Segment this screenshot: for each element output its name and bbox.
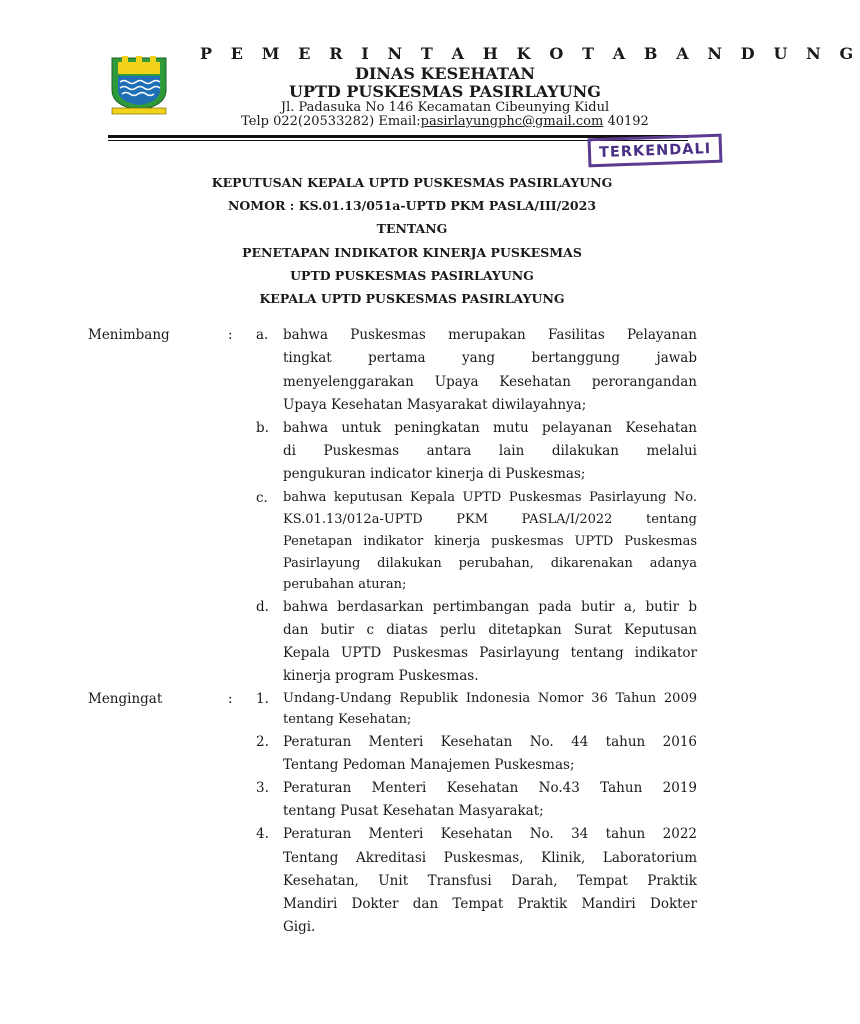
list-marker: d. <box>256 599 269 615</box>
clause-line: di Puskesmas antara lain dilakukan melalui <box>283 443 697 459</box>
decree-number: NOMOR : KS.01.13/051a-UPTD PKM PASLA/III/2023 <box>227 198 597 213</box>
contact-prefix: Telp 022(20533282) Email: <box>241 114 421 129</box>
clause-line: perubahan aturan; <box>283 577 407 592</box>
decree-about: TENTANG <box>376 221 448 236</box>
menimbang-label: Menimbang <box>88 327 170 343</box>
clause-line: bahwa untuk peningkatan mutu pelayanan Kesehatan <box>283 420 697 436</box>
clause-line: tingkat pertama yang bertanggung jawab <box>283 350 697 366</box>
mengingat-colon: : <box>228 691 233 707</box>
list-marker: 3. <box>256 780 269 796</box>
decree-issuer: KEPALA UPTD PUSKESMAS PASIRLAYUNG <box>259 291 565 306</box>
clause-line: Kesehatan, Unit Transfusi Darah, Tempat Praktik <box>283 873 697 889</box>
clause-line: Peraturan Menteri Kesehatan No. 44 tahun 2016 <box>283 734 697 750</box>
emblem-svg <box>108 50 170 116</box>
letterhead-department: DINAS KESEHATAN <box>354 64 536 83</box>
clause-line: Gigi. <box>283 919 316 935</box>
clause-line: tentang Pusat Kesehatan Masyarakat; <box>283 803 544 819</box>
postal-code: 40192 <box>603 114 649 129</box>
list-marker: 4. <box>256 826 269 842</box>
clause-line: Undang-Undang Republik Indonesia Nomor 36 Tahun 2009 <box>283 691 697 706</box>
clause-line: Peraturan Menteri Kesehatan No. 34 tahun 2022 <box>283 826 697 842</box>
bandung-city-emblem-icon <box>108 50 170 116</box>
clause-line: dan butir c diatas perlu ditetapkan Surat Keputusan <box>283 622 697 638</box>
controlled-stamp: TERKENDALI <box>588 134 723 168</box>
mengingat-label: Mengingat <box>88 691 163 707</box>
clause-line: bahwa Puskesmas merupakan Fasilitas Pelayanan <box>283 327 697 343</box>
letterhead-unit: UPTD PUSKESMAS PASIRLAYUNG <box>289 82 601 101</box>
decree-subject-unit: UPTD PUSKESMAS PASIRLAYUNG <box>290 268 534 283</box>
clause-line: pengukuran indicator kinerja di Puskesmas; <box>283 466 586 482</box>
list-marker: 2. <box>256 734 269 750</box>
clause-line: menyelenggarakan Upaya Kesehatan perorangandan <box>283 374 697 390</box>
clause-line: Mandiri Dokter dan Tempat Praktik Mandiri Dokter <box>283 896 697 912</box>
clause-line: Penetapan indikator kinerja puskesmas UPTD Puskesmas <box>283 534 697 549</box>
list-marker: 1. <box>256 691 269 707</box>
clause-line: Tentang Akreditasi Puskesmas, Klinik, Laboratorium <box>283 850 697 866</box>
list-marker: c. <box>256 490 268 506</box>
clause-line: kinerja program Puskesmas. <box>283 668 479 684</box>
clause-line: Peraturan Menteri Kesehatan No.43 Tahun 2019 <box>283 780 697 796</box>
list-marker: b. <box>256 420 269 436</box>
clause-line: Upaya Kesehatan Masyarakat diwilayahnya; <box>283 397 587 413</box>
decree-title: KEPUTUSAN KEPALA UPTD PUSKESMAS PASIRLAYUNG <box>211 175 613 190</box>
letterhead-address: Jl. Padasuka No 146 Kecamatan Cibeunying Kidul <box>280 100 610 115</box>
letterhead-government: P E M E R I N T A H K O T A B A N D U N G <box>200 44 860 63</box>
clause-line: bahwa berdasarkan pertimbangan pada butir a, butir b <box>283 599 697 615</box>
clause-line: bahwa keputusan Kepala UPTD Puskesmas Pasirlayung No. <box>283 490 697 505</box>
menimbang-colon: : <box>228 327 233 343</box>
clause-line: Pasirlayung dilakukan perubahan, dikarenakan adanya <box>283 556 697 571</box>
clause-line: Kepala UPTD Puskesmas Pasirlayung tentang indikator <box>283 645 697 661</box>
clause-line: tentang Kesehatan; <box>283 712 412 727</box>
email-link[interactable]: pasirlayungphc@gmail.com <box>420 114 604 129</box>
letterhead-contact <box>200 114 690 129</box>
decree-subject: PENETAPAN INDIKATOR KINERJA PUSKESMAS <box>242 245 582 260</box>
list-marker: a. <box>256 327 269 343</box>
clause-line: Tentang Pedoman Manajemen Puskesmas; <box>283 757 575 773</box>
clause-line: KS.01.13/012a-UPTD PKM PASLA/I/2022 tentang <box>283 512 697 527</box>
